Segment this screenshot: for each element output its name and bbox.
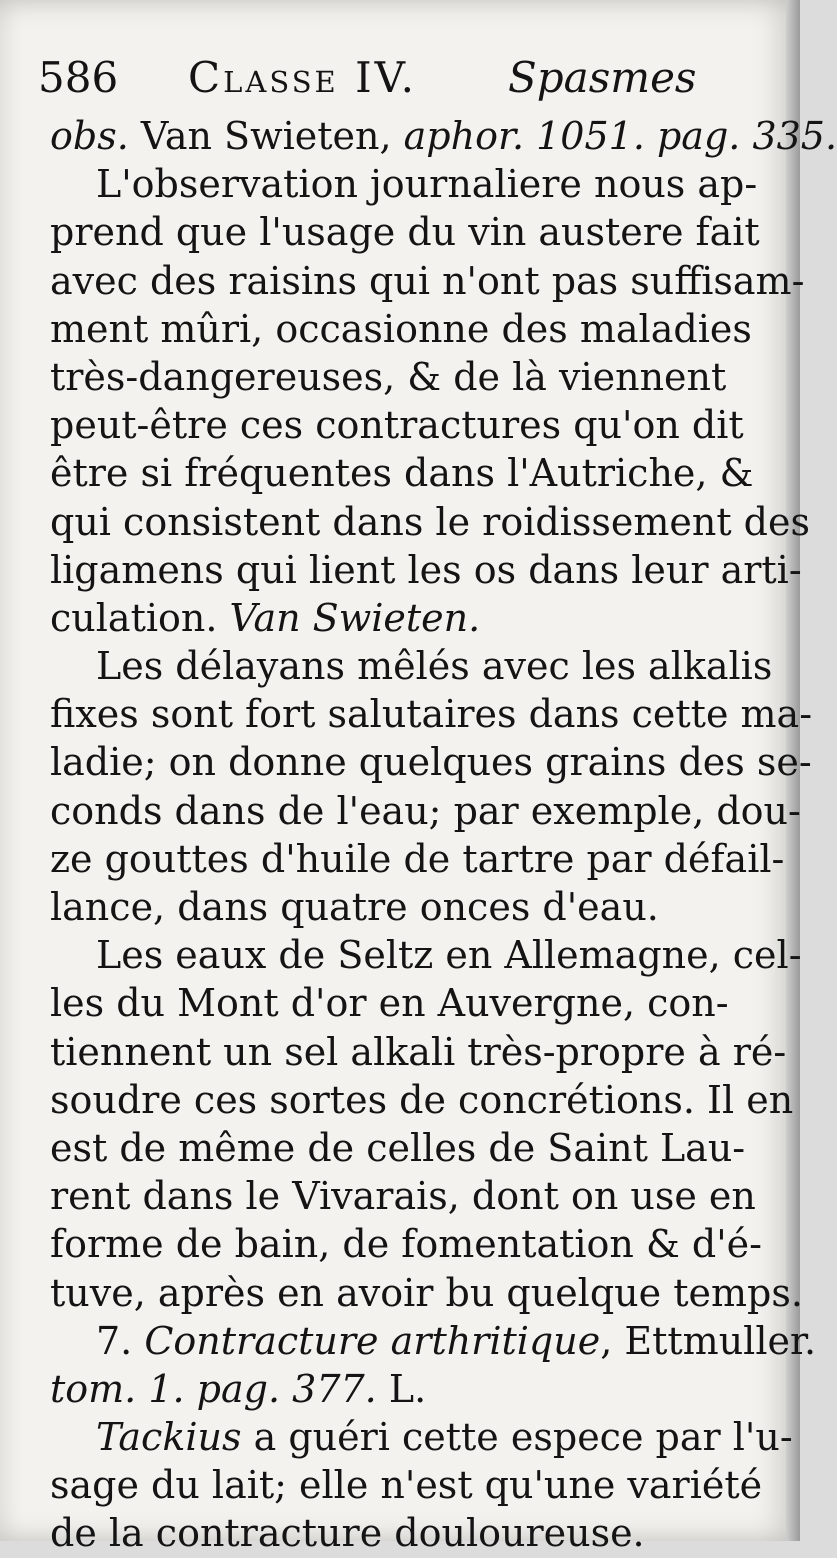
class-label: Classe IV. bbox=[188, 53, 418, 102]
roman-text: être si fréquentes dans l'Autriche, & bbox=[50, 451, 754, 496]
italic-text: Contracture arthritique bbox=[144, 1318, 601, 1363]
text-line bbox=[50, 642, 773, 690]
roman-text: lance, dans quatre onces d'eau. bbox=[50, 885, 659, 929]
text-line bbox=[50, 305, 752, 353]
text-line bbox=[50, 208, 760, 256]
text-line bbox=[50, 835, 785, 883]
roman-text: L'observation journaliere nous ap- bbox=[96, 162, 758, 207]
text-line bbox=[50, 1124, 746, 1172]
roman-text: L. bbox=[376, 1366, 427, 1411]
text-line bbox=[50, 160, 758, 208]
text-line bbox=[50, 546, 802, 594]
text-line bbox=[50, 931, 802, 979]
text-line bbox=[50, 1461, 763, 1509]
roman-text: ladie; on donne quelques grains des se- bbox=[50, 740, 812, 785]
text-line bbox=[50, 1076, 794, 1124]
roman-text: 7. bbox=[96, 1318, 145, 1363]
text-line bbox=[50, 401, 744, 449]
text-line bbox=[50, 1413, 793, 1461]
text-line bbox=[50, 979, 729, 1027]
body-text bbox=[50, 112, 837, 1558]
roman-text: rent dans le Vivarais, dont on use en bbox=[50, 1174, 756, 1219]
page-header bbox=[38, 48, 728, 108]
roman-text: sage du lait; elle n'est qu'une variété bbox=[50, 1463, 763, 1508]
text-line bbox=[50, 787, 801, 835]
text-line bbox=[50, 1172, 756, 1220]
italic-text: Tackius bbox=[96, 1415, 242, 1460]
italic-text: tom. 1. pag. 377. bbox=[50, 1366, 377, 1411]
roman-text: est de même de celles de Saint Lau- bbox=[50, 1125, 746, 1170]
roman-text: forme de bain, de fomentation & d'é- bbox=[50, 1222, 762, 1267]
text-line bbox=[50, 498, 810, 546]
text-line bbox=[50, 594, 726, 642]
roman-text: ligamens qui lient les os dans leur arti- bbox=[50, 547, 802, 592]
text-line bbox=[50, 112, 837, 160]
roman-text: tiennent un sel alkali très-propre à ré- bbox=[50, 1029, 787, 1074]
italic-text: aphor. 1051. pag. 335. bbox=[403, 114, 837, 158]
running-title: Spasmes bbox=[508, 53, 697, 102]
text-line bbox=[50, 690, 813, 738]
page-number: 586 bbox=[38, 53, 119, 102]
roman-text: culation. bbox=[50, 595, 230, 640]
text-line bbox=[50, 738, 812, 786]
text-line bbox=[50, 1317, 817, 1365]
roman-text: fixes sont fort salutaires dans cette ma- bbox=[50, 692, 813, 737]
text-line bbox=[50, 353, 726, 401]
roman-text: soudre ces sortes de concrétions. Il en bbox=[50, 1077, 794, 1122]
text-line bbox=[50, 1365, 726, 1413]
italic-text: obs. bbox=[50, 114, 129, 158]
italic-text: Van Swieten. bbox=[229, 595, 481, 640]
roman-text: , Ettmuller. bbox=[600, 1318, 817, 1363]
roman-text: conds dans de l'eau; par exemple, dou- bbox=[50, 788, 801, 833]
text-line bbox=[50, 1028, 787, 1076]
text-line bbox=[50, 883, 726, 931]
roman-text: Van Swieten, bbox=[128, 114, 404, 158]
text-line bbox=[50, 1220, 762, 1268]
roman-text: prend que l'usage du vin austere fait bbox=[50, 210, 760, 255]
roman-text: avec des raisins qui n'ont pas suffisam- bbox=[50, 258, 805, 303]
text-line bbox=[50, 1269, 803, 1317]
roman-text: peut-être ces contractures qu'on dit bbox=[50, 403, 744, 448]
roman-text: Les eaux de Seltz en Allemagne, cel- bbox=[96, 933, 802, 978]
roman-text: tuve, après en avoir bu quelque temps. bbox=[50, 1270, 803, 1315]
roman-text: ment mûri, occasionne des maladies bbox=[50, 306, 752, 351]
roman-text: Les délayans mêlés avec les alkalis bbox=[96, 644, 773, 689]
text-line bbox=[50, 257, 805, 305]
roman-text: ze gouttes d'huile de tartre par défail- bbox=[50, 836, 785, 881]
roman-text: a guéri cette espece par l'u- bbox=[241, 1415, 793, 1460]
roman-text: très-dangereuses, & de là viennent bbox=[50, 354, 727, 399]
text-line bbox=[50, 1509, 726, 1557]
roman-text: les du Mont d'or en Auvergne, con- bbox=[50, 981, 729, 1026]
roman-text: de la contracture douloureuse. bbox=[50, 1511, 645, 1556]
text-line bbox=[50, 449, 754, 497]
roman-text: qui consistent dans le roidissement des bbox=[50, 499, 810, 544]
